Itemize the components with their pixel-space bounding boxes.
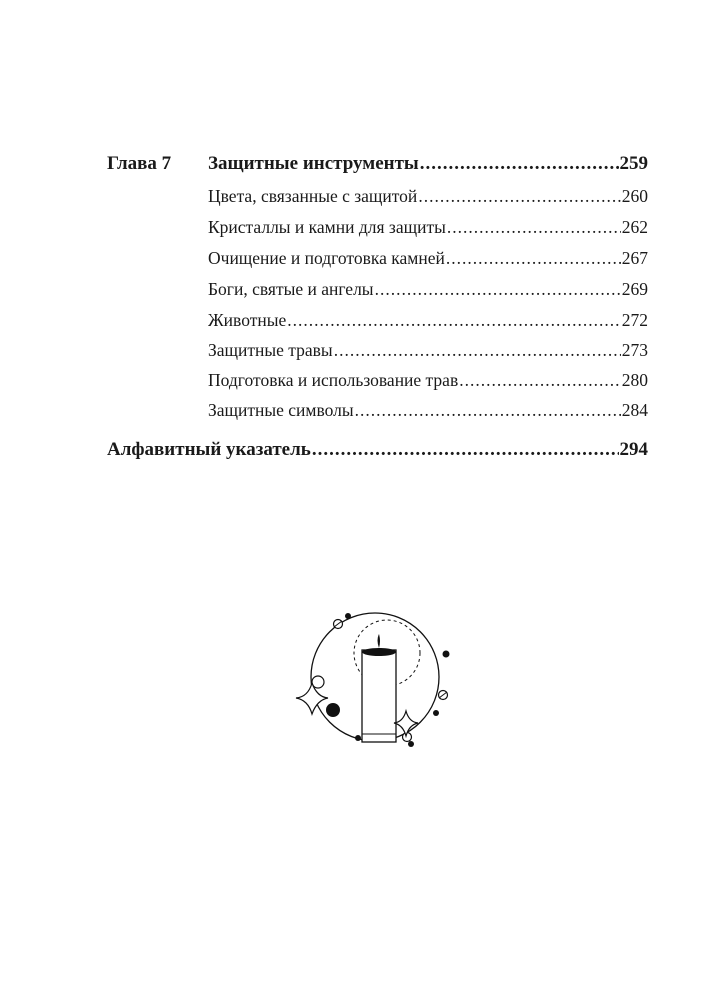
toc-entry[interactable] [208, 340, 648, 361]
candle-orbit-icon [290, 610, 460, 750]
toc-entry-page: 294 [619, 439, 648, 460]
toc-entry-title: Подготовка и использование трав [208, 370, 459, 390]
toc-entry-title: Алфавитный указатель [107, 439, 311, 460]
toc-entry-page: 269 [621, 279, 648, 299]
dot-leader [287, 310, 621, 331]
toc-entry-title: Защитные символы [208, 400, 354, 420]
toc-entry-title: Цвета, связанные с защитой [208, 186, 418, 206]
toc-entry-page: 267 [621, 248, 648, 268]
toc-entry[interactable] [208, 400, 648, 421]
toc-entry[interactable] [208, 248, 648, 269]
chapter-label: Глава 7 [107, 153, 172, 174]
toc-entry-page: 272 [621, 310, 648, 330]
dot-leader [418, 186, 620, 207]
toc-entry-title: Кристаллы и камни для защиты [208, 217, 446, 237]
toc-entry-title: Боги, святые и ангелы [208, 279, 374, 299]
toc-entry-page: 280 [621, 370, 648, 390]
toc-entry[interactable] [208, 217, 648, 238]
dot-leader [312, 439, 619, 461]
toc-entry-page: 260 [621, 186, 648, 206]
toc-entry-page: 284 [621, 400, 648, 420]
dot-leader [420, 153, 619, 175]
toc-entry-title: Очищение и подготовка камней [208, 248, 445, 268]
toc-entry[interactable] [208, 279, 648, 300]
dot-leader [447, 217, 621, 238]
toc-entry[interactable] [208, 186, 648, 207]
toc-entry[interactable] [208, 370, 648, 391]
dot-leader [375, 279, 621, 300]
toc-entry-title: Животные [208, 310, 287, 330]
dot-leader [459, 370, 621, 391]
dot-leader [446, 248, 621, 269]
toc-entry[interactable] [208, 310, 648, 331]
dot-leader [355, 400, 621, 421]
toc-entry-title: Защитные травы [208, 340, 333, 360]
toc-entry-page: 259 [619, 153, 648, 174]
toc-entry-page: 273 [621, 340, 648, 360]
toc-chapter-entry[interactable] [208, 153, 648, 175]
dot-leader [334, 340, 621, 361]
toc-index-entry[interactable] [107, 439, 648, 461]
toc-entry-title: Защитные инструменты [208, 153, 419, 174]
toc-entry-page: 262 [621, 217, 648, 237]
